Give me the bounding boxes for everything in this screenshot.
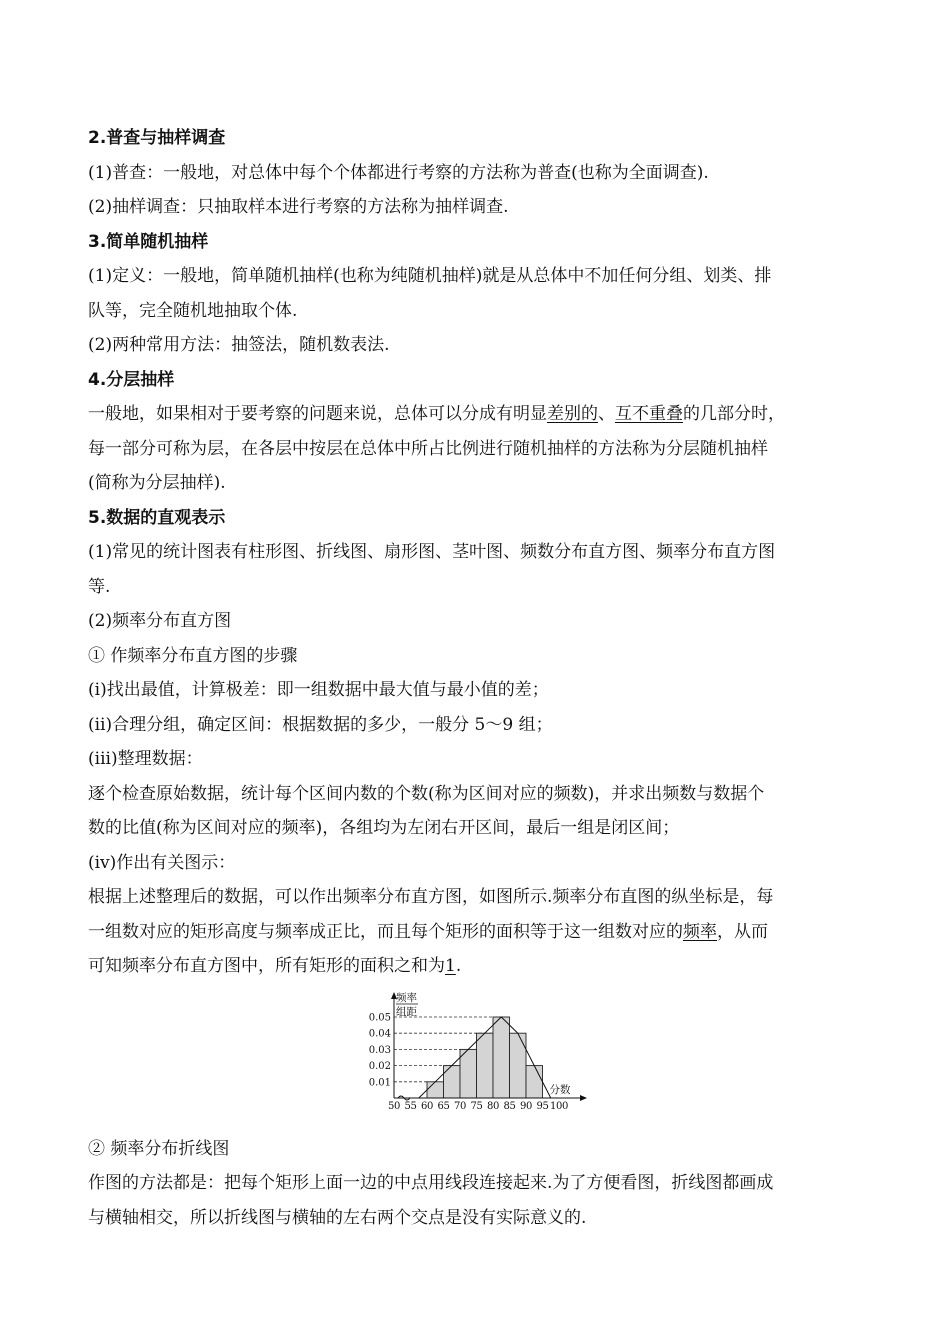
paragraph-step4-line2 [88,915,868,950]
x-tick-label: 100 [550,1100,568,1112]
x-axis-arrow [580,1095,587,1101]
paragraph-stratified-line2: 每一部分可称为层，在各层中按层在总体中所占比例进行随机抽样的方法称为分层随机抽样 [88,438,768,459]
x-tick-label: 50 [388,1100,400,1112]
paragraph-polygon-line2: 与横轴相交，所以折线图与横轴的左右两个交点是没有实际意义的. [88,1207,587,1228]
text-span: 的几部分时， [683,404,785,424]
underlined-answer: 互不重叠 [615,404,683,424]
histogram-bar [444,1065,461,1097]
paragraph-histogram-title: (2)频率分布直方图 [88,611,232,631]
underlined-answer: 1 [445,956,456,976]
histogram-figure [88,984,868,1132]
paragraph-stratified-line3: (简称为分层抽样). [88,473,226,493]
x-tick-label: 60 [421,1100,433,1112]
x-tick-label: 55 [404,1100,417,1112]
paragraph-step3-line1: 逐个检查原始数据，统计每个区间内数的个数(称为区间对应的频数)，并求出频数与数据个 [88,783,765,804]
x-tick-label: 90 [520,1100,532,1112]
paragraph-two-methods: (2)两种常用方法：抽签法，随机数表法. [88,335,390,355]
text-span: 、 [598,404,615,424]
paragraph-definition-line2: 队等，完全随机地抽取个体. [88,300,298,321]
y-axis-label-top: 频率 [396,991,417,1004]
paragraph-step1: (ⅰ)找出最值，计算极差：即一组数据中最大值与最小值的差； [88,680,549,700]
paragraph-census: (1)普查：一般地，对总体中每个个体都进行考察的方法称为普查(也称为全面调查). [88,162,709,183]
text-span: ，从而 [717,921,768,942]
heading-data-visualization: 5.数据的直观表示 [88,507,226,528]
paragraph-definition-line1: (1)定义：一般地，简单随机抽样(也称为纯随机抽样)就是从总体中不加任何分组、划类、排 [88,266,772,286]
x-tick-label: 65 [437,1100,450,1112]
text-span: 一般地，如果相对于要考察的问题来说，总体可以分成有明显 [88,404,547,424]
y-tick-label: 0.05 [368,1012,391,1023]
paragraph-polygon-line1: 作图的方法都是：把每个矩形上面一边的中点用线段连接起来.为了方便看图，折线图都画成 [88,1173,774,1193]
x-tick-label: 95 [536,1100,549,1112]
y-tick-label: 0.04 [368,1028,391,1040]
frequency-histogram [360,988,596,1128]
document-content [88,121,868,1235]
x-tick-label: 75 [470,1100,483,1112]
x-tick-label: 85 [503,1100,516,1112]
paragraph-step4-line3 [88,949,868,984]
y-axis-label-bottom: 组距 [396,1005,417,1018]
histogram-bar [510,1033,527,1098]
paragraph-step4-line1: 根据上述整理后的数据，可以作出频率分布直方图，如图所示.频率分布直图的纵坐标是，每 [88,887,774,907]
histogram-bar [427,1081,444,1097]
x-axis-label: 分数 [549,1083,571,1096]
y-tick-label: 0.01 [368,1076,391,1088]
heading-simple-random-sampling: 3.简单随机抽样 [88,231,209,252]
text-span: . [455,956,462,976]
paragraph-step4: (ⅳ)作出有关图示： [88,852,236,873]
paragraph-step3-line2: 数的比值(称为区间对应的频率)，各组均为左闭右开区间，最后一组是闭区间； [88,818,680,838]
paragraph-sampling-survey: (2)抽样调查：只抽取样本进行考察的方法称为抽样调查. [88,197,509,217]
paragraph-stratified-line1 [88,397,868,432]
heading-census-sampling: 2.普查与抽样调查 [88,128,226,148]
paragraph-steps-title: ① 作频率分布直方图的步骤 [88,645,298,666]
histogram-bar [526,1065,543,1097]
heading-stratified-sampling: 4.分层抽样 [88,369,175,390]
text-span: 一组数对应的矩形高度与频率成正比，而且每个矩形的面积等于这一组数对应的 [88,921,683,942]
x-tick-label: 70 [454,1100,466,1112]
underlined-answer: 频率 [683,921,717,942]
paragraph-charts-line1: (1)常见的统计图表有柱形图、折线图、扇形图、茎叶图、频数分布直方图、频率分布直方图 [88,542,776,562]
y-tick-label: 0.02 [368,1060,391,1072]
y-tick-label: 0.03 [368,1044,391,1056]
paragraph-charts-line2: 等. [88,576,111,597]
underlined-answer: 差别的 [547,404,598,424]
paragraph-step3: (iii)整理数据： [88,749,203,769]
histogram-bar [477,1033,494,1098]
text-span: 可知频率分布直方图中，所有矩形的面积之和为 [88,956,445,976]
histogram-bar [460,1049,477,1098]
histogram-bar [493,1017,510,1098]
paragraph-polygon-title: ② 频率分布折线图 [88,1138,230,1159]
x-tick-label: 80 [487,1100,499,1112]
paragraph-step2: (ⅱ)合理分组，确定区间：根据数据的多少，一般分 5～9 组； [88,714,553,735]
